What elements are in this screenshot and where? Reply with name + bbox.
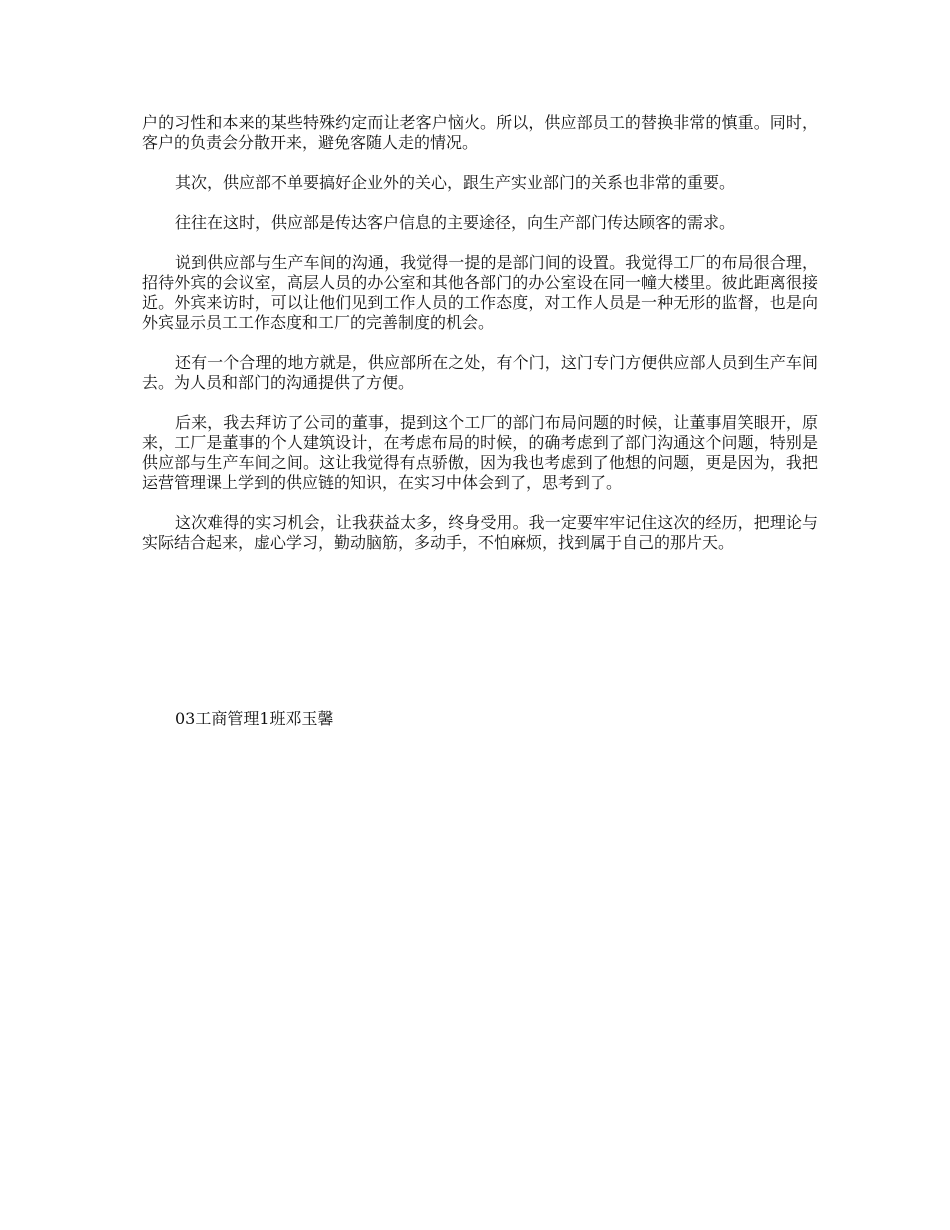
paragraph-customer-info: 往往在这时，供应部是传达客户信息的主要途径，向生产部门传达顾客的需求。 (175, 213, 736, 232)
paragraph-director-visit: 后来，我去拜访了公司的董事，提到这个工厂的部门布局问题的时候，让董事眉笑眼开，原来，工厂是董事的个人建筑设计，在考虑布局的时候，的确考虑到了部门沟通这个问题，特别是供应部与生产车间之间。这让我觉得有点骄傲，因为我也考虑到了他想的问题，更是因为，我把运营管理课上学到的供应链的知识，在实习中体会到了，思考到了。 (142, 413, 818, 492)
paragraph-door: 还有一个合理的地方就是，供应部所在之处，有个门，这门专门方便供应部人员到生产车间去。为人员和部门的沟通提供了方便。 (142, 353, 818, 392)
paragraph-conclusion: 这次难得的实习机会，让我获益太多，终身受用。我一定要牢牢记住这次的经历，把理论与实际结合起来，虚心学习，勤动脑筋，多动手，不怕麻烦，找到属于自己的那片天。 (142, 513, 818, 552)
document-body (142, 113, 818, 573)
author-signature: 03工商管理1班邓玉馨 (175, 709, 334, 728)
paragraph-continuation: 户的习性和本来的某些特殊约定而让老客户恼火。所以，供应部员工的替换非常的慎重。同时，客户的负责会分散开来，避免客随人走的情况。 (142, 113, 818, 152)
paragraph-department-layout: 说到供应部与生产车间的沟通，我觉得一提的是部门间的设置。我觉得工厂的布局很合理，招待外宾的会议室，高层人员的办公室和其他各部门的办公室设在同一幢大楼里。彼此距离很接近。外宾来访时，可以让他们见到工作人员的工作态度，对工作人员是一种无形的监督，也是向外宾显示员工工作态度和工厂的完善制度的机会。 (142, 253, 818, 332)
paragraph-supply-relations: 其次，供应部不单要搞好企业外的关心，跟生产实业部门的关系也非常的重要。 (175, 173, 736, 192)
